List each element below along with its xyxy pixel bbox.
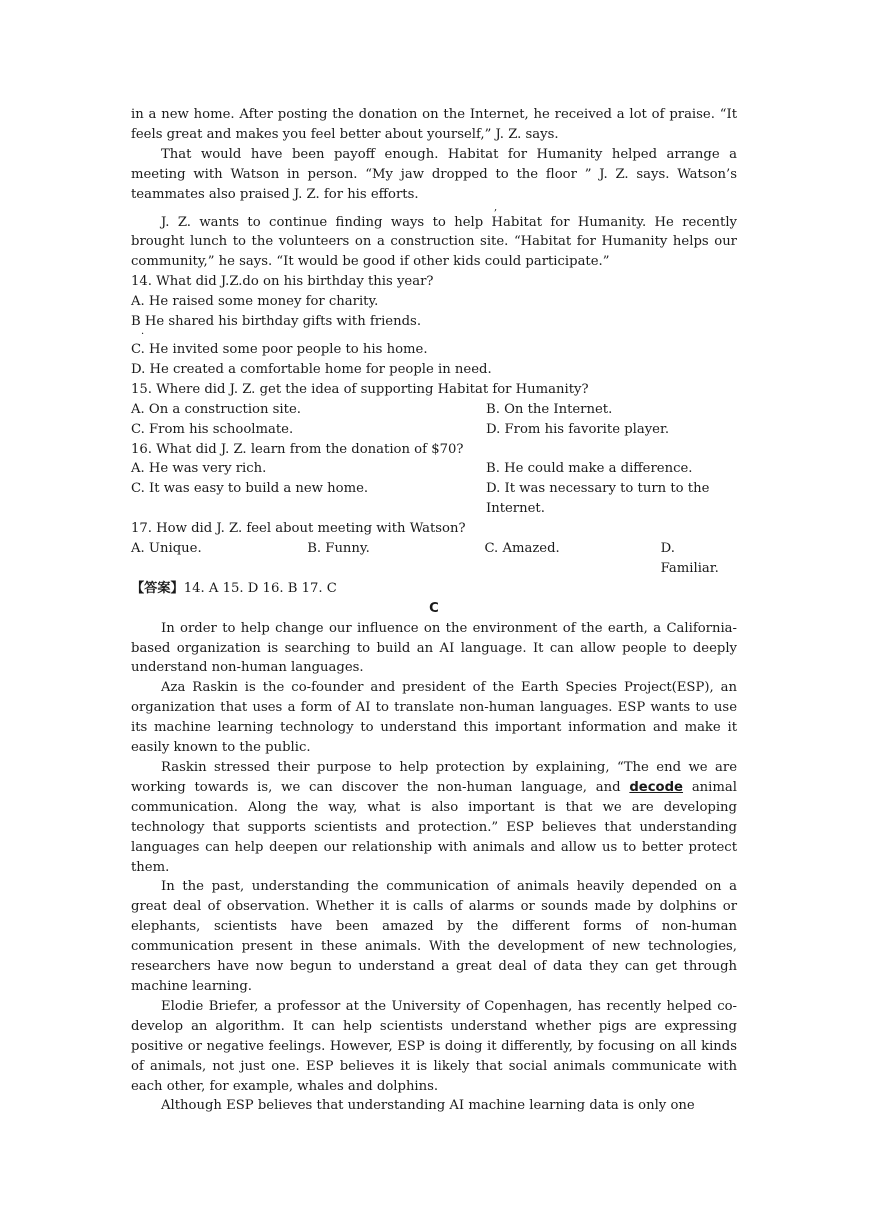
options-row bbox=[131, 420, 737, 440]
option-c: C. From his schoolmate. bbox=[131, 421, 294, 437]
paragraph-continuation: in a new home. After posting the donation on the Internet, he received a lot of praise. “It feels great and makes you feel better about yourself,” J. Z. says. bbox=[131, 107, 737, 142]
option-a: A. Unique. bbox=[131, 541, 202, 557]
question-stem: 15. Where did J. Z. get the idea of supporting Habitat for Humanity? bbox=[131, 381, 589, 397]
paragraph-continue-helping: J. Z. wants to continue finding ways to help Habitat for Humanity. He recently brought lunch to the volunteers on a construction site. “Habitat for Humanity helps our community,” he says. “It would be good if other kids could participate.” bbox=[131, 214, 737, 270]
options-row bbox=[131, 539, 737, 579]
passage-paragraph-4: In the past, understanding the communication of animals heavily depended on a great deal of observation. Whether it is calls of alarms or sounds made by dolphins or elephants, scientists have been amazed by the different forms of non-human communication present in these animals. With the development of new technologies, researchers have now begun to understand a great deal of data they can get through machine learning. bbox=[131, 879, 737, 994]
answer-key bbox=[131, 579, 737, 599]
passage-paragraph-3 bbox=[131, 758, 737, 877]
paragraph-meeting: That would have been payoff enough. Habitat for Humanity helped arrange a meeting with Watson in person. “My jaw dropped to the floor ” J. Z. says. Watson’s teammates also praised J. Z. for his efforts. bbox=[131, 146, 737, 202]
passage-paragraph-2: Aza Raskin is the co-founder and president of the Earth Species Project(ESP), an organization that uses a form of AI to translate non-human languages. ESP wants to use its machine learning technology to understand this important information and make it easily known to the public. bbox=[131, 680, 737, 756]
question-14 bbox=[131, 272, 737, 380]
passage-paragraph-6: Although ESP believes that understanding AI machine learning data is only one bbox=[161, 1098, 695, 1114]
options-row bbox=[131, 400, 737, 420]
option-c: C. Amazed. bbox=[484, 541, 560, 557]
stray-mark: · bbox=[141, 328, 145, 340]
option-a: A. He was very rich. bbox=[131, 461, 267, 477]
option-a: A. He raised some money for charity. bbox=[131, 294, 379, 310]
keyword-decode: decode bbox=[629, 779, 684, 795]
option-c: C. It was easy to build a new home. bbox=[131, 481, 369, 497]
question-17 bbox=[131, 519, 737, 579]
question-stem: 16. What did J. Z. learn from the donation of $70? bbox=[131, 441, 464, 457]
options-row bbox=[131, 459, 737, 479]
question-stem: 17. How did J. Z. feel about meeting with Watson? bbox=[131, 521, 466, 537]
option-c: C. He invited some poor people to his home. bbox=[131, 341, 428, 357]
question-stem: 14. What did J.Z.do on his birthday this year? bbox=[131, 274, 434, 290]
question-16 bbox=[131, 440, 737, 520]
paragraph-text: Raskin stressed their purpose to help protection by explaining, “The end we are working towards is, we can discover the non-human language, and bbox=[131, 760, 737, 795]
option-b: B He shared his birthday gifts with friends. bbox=[131, 314, 422, 330]
question-15 bbox=[131, 380, 737, 440]
option-d: D. From his favorite player. bbox=[486, 421, 670, 437]
option-d: D. Familiar. bbox=[660, 541, 719, 576]
document-page bbox=[131, 105, 737, 1116]
paragraph-text: animal communication. Along the way, what is also important is that we are developing technology that supports scientists and protection.” ESP believes that understanding languages can help deepen our relationship with animals and allow us to better protect them. bbox=[131, 779, 737, 875]
section-title: C bbox=[429, 600, 439, 616]
options-row bbox=[131, 479, 737, 519]
option-b: B. On the Internet. bbox=[486, 401, 613, 417]
answer-text: 14. A 15. D 16. B 17. C bbox=[183, 580, 337, 596]
passage-paragraph-5: Elodie Briefer, a professor at the University of Copenhagen, has recently helped co-develop an algorithm. It can help scientists understand whether pigs are expressing positive or negative feelings. However, ESP is doing it differently, by focusing on all kinds of animals, not just one. ESP believes it is likely that social animals communicate with each other, for example, whales and dolphins. bbox=[131, 998, 737, 1094]
option-d: D. It was necessary to turn to the Internet. bbox=[486, 481, 710, 517]
option-a: A. On a construction site. bbox=[131, 401, 301, 417]
option-b: B. He could make a difference. bbox=[486, 461, 693, 477]
stray-mark: , bbox=[494, 201, 498, 213]
answer-tag: 【答案】 bbox=[131, 580, 184, 596]
option-d: D. He created a comfortable home for people in need. bbox=[131, 361, 492, 377]
passage-paragraph-1: In order to help change our influence on the environment of the earth, a California-based organization is searching to build an AI language. It can allow people to deeply understand non-human languages. bbox=[131, 620, 737, 676]
option-b: B. Funny. bbox=[307, 541, 370, 557]
